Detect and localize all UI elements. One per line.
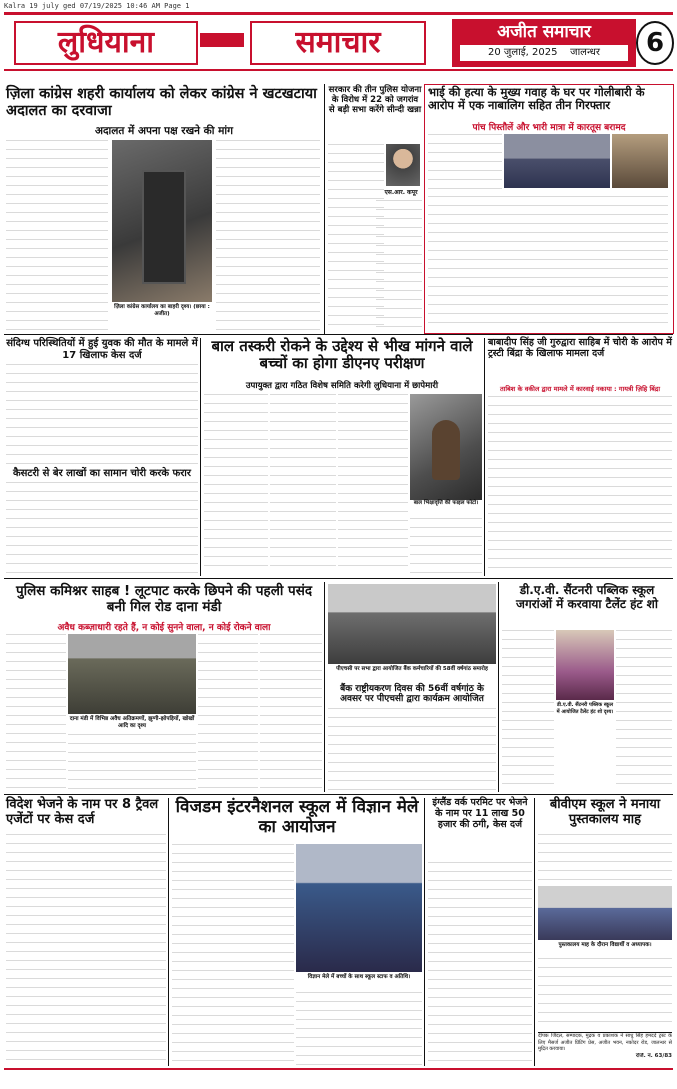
headline-factory-theft: कैसटरी से बेर लाखों का सामान चोरी करके फरार [12,468,191,479]
bank-body [328,708,496,790]
headline-gunfire: भाई की हत्या के मुख्य गवाह के घर पर गोलीबारी के आरोप में एक नाबालिग सहित तीन गिरफ्तार [428,85,645,113]
edition-place: जालन्धर [570,47,600,58]
print-slug: Kalra 19 july ged 07/19/2025 10:46 AM Page 1 [4,2,190,10]
grain-market-photo [68,634,196,714]
congress-photo-caption: ज़िला कांग्रेस कार्यालय का बाहरी दृश्य। (छाया : अजीत) [114,304,210,317]
column-rule [534,798,535,1066]
imprint-text: दीपक जिंदल, सम्पादक, मुद्रक व प्रकाशक ने साधु सिंह हमदर्द ट्रस्ट के लिए मैसर्ज अजीत प्रिंटिंग प्रेस, अजीत भवन, नकोदर रोड, जालन्धर से मुद्रित करवाया। [538,1033,672,1052]
author-portrait [386,144,420,186]
congress-body-col3 [216,140,320,330]
grain-market-caption: दाना मंडी में विभिन्न अवैध अतिक्रमणों, झुग्गी-झोपड़ियों, खोखों आदि का दृश्य [69,716,195,729]
child-beggars-body-3 [338,394,408,574]
subhead-congress: अदालत में अपना पक्ष रखने की मांग [94,125,234,137]
commissioner-body-2 [68,734,196,790]
commissioner-body-3 [198,634,258,790]
gunfire-body-main [428,196,668,330]
gurudwara-body [488,396,672,574]
library-body-1 [538,834,672,884]
subhead-gunfire: पांच पिस्तौलें और भारी मात्रा में कारतूस बरामद [472,123,626,133]
subhead-gurudwara-theft: ताबिश के वकील द्वारा मामले में कारवाई नकाया : गायत्री ज़िहि बिंद्रा [499,385,660,393]
child-beggars-body-4 [410,518,482,574]
arrest-press-photo [504,134,610,188]
column-rule [324,582,325,792]
photo-child-figure [432,420,460,480]
subhead-child-beggars: उपायुक्त द्वारा गठित विशेष समिति करेगी लुधियाना में छापेमारी [245,381,439,391]
headline-dav-talent-hunt: डी.ए.वी. सैंटनरी पब्लिक स्कूल जगरांओं में करवाया टैलेंट हंट शो [516,583,658,611]
author-byline: एस.आर. कपूर [384,189,418,196]
child-beggar-photo [410,394,482,500]
headline-science-fair: विजडम इंटरनैशनल स्कूल में विज्ञान मेले का आयोजन [175,797,419,837]
dav-photo-caption: डी.ए.वी. सैंटनरी पब्लिक स्कूल में आयोजित टैलेंट हंट शो दृश्य। [556,702,614,715]
headline-library-month: बीवीएम स्कूल ने मनाया पुस्तकालय माह [549,797,661,827]
science-fair-photo [296,844,422,972]
library-body-2 [538,958,672,1030]
congress-body-col1 [6,140,108,330]
headline-police-commissioner: पुलिस कमिश्नर साहब ! लूटपाट करके छिपने की पहली पसंद बनी गिल रोड दाना मंडी [15,583,313,615]
horizontal-rule [4,578,673,579]
gunfire-body-col1 [428,134,502,194]
factory-theft-body [6,482,198,574]
dav-dancer-photo [556,630,614,700]
section-title: समाचार [250,21,426,65]
page-number: 6 [636,21,674,65]
column-rule [498,582,499,792]
dav-body-1 [502,630,554,790]
section-city-title: लुधियाना [14,21,198,65]
masthead-divider [200,33,244,47]
column-rule [168,798,169,1066]
child-beggars-body-2 [270,394,336,574]
imprint-box [538,1032,672,1067]
travel-agents-body [6,834,166,1066]
science-fair-body-2 [296,992,422,1066]
column-rule [484,338,485,576]
column-rule [200,338,201,576]
suspicious-body [6,364,198,466]
library-caption: पुस्तकालय माह के दौरान विद्यार्थी व अध्यापक। [558,942,652,948]
masthead [4,12,673,71]
paper-nameplate [452,19,636,67]
horizontal-rule [4,794,673,795]
library-photo [538,886,672,940]
commissioner-body-4 [260,634,322,790]
headline-england-fraud: इंग्लैंड वर्क परमिट पर भेजने के नाम पर 11 लाख 50 हजार की ठगी, केस दर्ज [432,797,528,830]
headline-police-scheme: सरकार की तीन पुलिस योजना के विरोध में 22 को जगरांव से बड़ी सभा करेंगे सीन्दी खन्ना [328,85,422,115]
commissioner-body-1 [6,634,66,790]
bank-event-caption: पीएचसी पर सभा द्वारा आयोजित बैंक कर्मचारियों की 58वीं वर्षगांठ समारोह [336,666,488,672]
congress-office-photo [112,140,212,302]
subhead-police-commissioner: अवैध कब्ज़ाधारी रहते हैं, न कोई सुनने वाला, न कोई रोकने वाला [57,623,271,633]
horizontal-rule [4,334,673,335]
photo-door [142,170,186,284]
headline-gurudwara-theft: बाबादीप सिंह जी गुरुद्वारा साहिब में चोरी के आरोप में ट्रस्टी बिंद्रा के खिलाफ मामला दर्ज [488,337,672,359]
dav-body-2 [616,630,672,790]
headline-child-beggars: बाल तस्करी रोकने के उद्देश्य से भीख मांगने वाले बच्चों का होगा डीएनए परीक्षण [211,337,473,373]
science-fair-body-1 [172,844,294,1066]
column-rule [424,798,425,1066]
headline-bank-nationalisation: बैंक राष्ट्रीयकरण दिवस की 56वीं वर्षगांठ के अवसर पर पीएचसी द्वारा कार्यक्रम आयोजित [340,684,484,705]
edition-date-line [460,45,628,61]
edition-date: 20 जुलाई, 2025 [488,47,558,58]
registration-number: रजि. नं. 63/83 [635,1052,672,1059]
bank-event-photo [328,584,496,664]
child-photo-caption: बाल भिक्षावृत्ति की फाइल फोटो। [413,500,479,506]
paper-name: अजीत समाचार [497,22,591,42]
headline-congress: ज़िला कांग्रेस शहरी कार्यालय को लेकर कांग्रेस ने खटखटाया अदालत का दरवाजा [6,86,317,119]
police-scheme-body-2 [376,200,422,330]
officer-photo [612,134,668,188]
science-fair-caption: विज्ञान मेले में बच्चों के साथ स्कूल स्टाफ व अतिथि। [307,974,411,980]
column-rule [324,84,325,334]
bottom-border [4,1068,673,1070]
child-beggars-body-1 [204,394,268,574]
england-fraud-body [428,862,532,1066]
headline-suspicious-death: संदिग्ध परिस्थितियों में हुई युवक की मौत के मामले में 17 खिलाफ केस दर्ज [6,338,198,361]
headline-travel-agents: विदेश भेजने के नाम पर 8 ट्रैवल एजेंटों पर केस दर्ज [6,797,159,827]
